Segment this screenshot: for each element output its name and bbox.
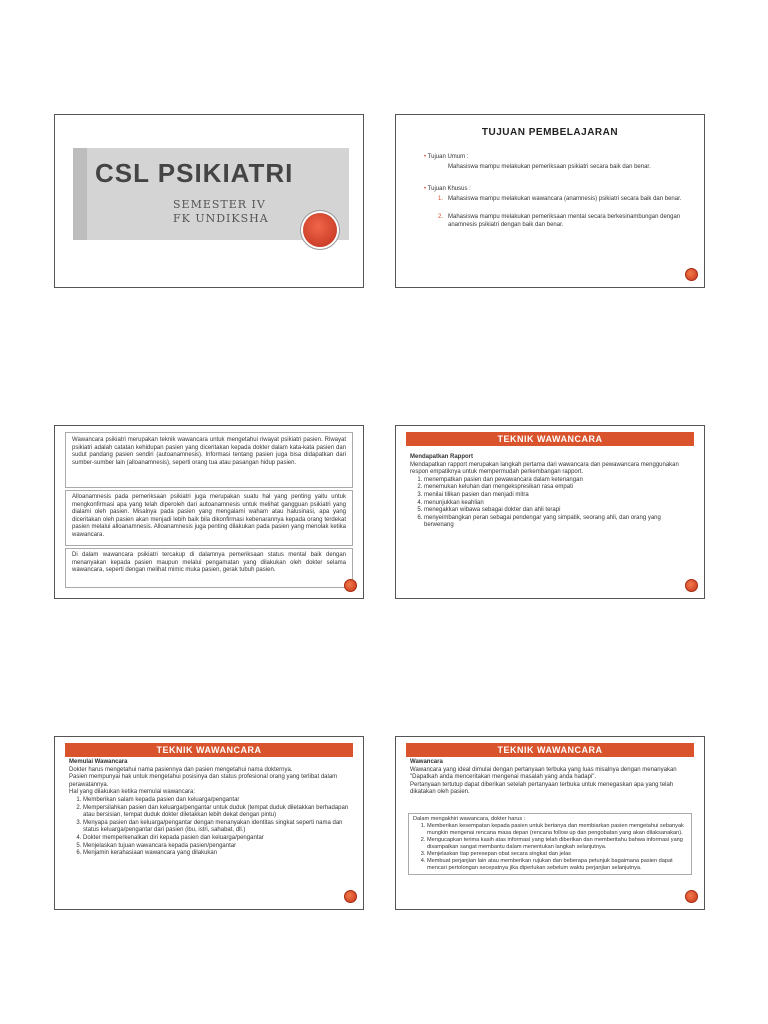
khusus-label: Tujuan Khusus :	[427, 186, 471, 192]
list-item: 1. Memberikan salam kepada pasien dan keluarga/pengantar	[83, 797, 349, 805]
paragraph-box	[65, 432, 353, 488]
decorative-circle-icon	[303, 213, 337, 247]
list-item: 1. Memberikan kesempatan kepada pasien untuk bertanya dan membiarkan pasien mengetahui sebanyak mungkin mengenai rencana masa depan (rencana follow up dan pengobatan yang akan dilaksanakan).	[427, 823, 687, 837]
decorative-dot-icon	[344, 890, 357, 903]
content-line: Dalam mengakhiri wawancara, dokter harus :	[413, 816, 526, 822]
slide-definition	[54, 425, 364, 599]
umum-label-row	[424, 153, 468, 161]
content-heading: Memulai Wawancara	[69, 759, 128, 765]
list-number: 2.	[438, 214, 444, 220]
umum-text: Mahasiswa mampu melakukan pemeriksaan psikiatri secara baik dan benar.	[448, 164, 651, 170]
content-line: Hal yang dilakukan ketika memulai wawancara:	[69, 789, 196, 796]
header-bar: TEKNIK WAWANCARA	[406, 743, 694, 757]
list-item: 2. Mengucapkan terima kasih atas informasi yang telah diberikan dan memberitahu bahwa informasi yang disampaikan sangat membantu dalam menentukan langkah selanjutnya.	[427, 837, 687, 851]
slide-starting-interview	[54, 736, 364, 910]
list-item: 3. menilai tilikan pasien dan menjadi mitra	[424, 492, 690, 500]
slide-heading: TUJUAN PEMBELAJARAN	[481, 127, 619, 138]
decorative-dot-icon	[685, 579, 698, 592]
list	[413, 823, 687, 872]
khusus-label-row	[424, 185, 471, 193]
content-intro: Mendapatkan rapport merupakan langkah pertama dari wawancara dan pewawancara menggunakan respon empatiknya untuk mempermudah perkembangan rapport.	[410, 461, 679, 476]
list-item: 4. Dokter memperkenalkan diri kepada pasien dan keluarga/pengantar	[83, 835, 349, 843]
paragraph: Wawancara psikiatri merupakan teknik wawancara untuk mengetahui riwayat psikiatri pasien. Riwayat psikiatri adalah catatan kehidupan pasien yang diceritakan kepada dokter dalam kata-kata pasien dan sudut pandang pasien sendiri (autoanamnesis). Informasi tentang pasien juga bisa didapatkan dari sumber-sumber lain (alloanamnesis), seperti orang tua atau pasangan hidup pasien.	[72, 437, 346, 466]
paragraph-box	[65, 490, 353, 546]
slide-title-text: CSL PSIKIATRI	[95, 158, 294, 188]
list-item: 1. menempatkan pasien dan pewawancara dalam ketenangan	[424, 477, 690, 485]
paragraph-box	[65, 548, 353, 588]
decorative-dot-icon	[685, 890, 698, 903]
list-item: Mahasiswa mampu melakukan wawancara (anamnesis) psikiatri secara baik dan benar.	[448, 196, 682, 202]
content	[69, 759, 349, 858]
paragraph: Alloanamnesis pada pemeriksaan psikiatri juga merupakan suatu hal yang penting yaitu untuk mengkonfirmasi apa yang telah diperoleh dari autoanamnesis untuk melihat gangguan psikiatri yang dialami oleh pasien. Misalnya pada pasien yang mengalami waham atau halusinasi, apa yang diceritakan oleh pasien akan menjadi lebih baik bila dikonfirmasi kebenarannya kepada orang terdekat pasien melalui alloanamnesis. Alloanamnesis juga penting dilakukan pada pasien yang menolak ketika wawancara.	[72, 494, 346, 538]
decorative-dot-icon	[344, 579, 357, 592]
list-item: 5. Menjelaskan tujuan wawancara kepada pasien/pengantar	[83, 843, 349, 851]
decorative-dot-icon	[685, 268, 698, 281]
header-bar: TEKNIK WAWANCARA	[406, 432, 694, 446]
content	[410, 454, 690, 530]
list-item: Mahasiswa mampu melakukan pemeriksaan mental secara berkesinambungan dengan anamnesis psikiatri dengan baik dan benar.	[448, 214, 681, 228]
slide-title	[54, 114, 364, 288]
subtitle-semester: SEMESTER IV	[173, 198, 266, 211]
list-item: 2. menemukan keluhan dan mengekspresikan rasa empati	[424, 484, 690, 492]
list-item: 6. Menjamin kerahasiaan wawancara yang dilakukan	[83, 850, 349, 858]
umum-label: Tujuan Umum :	[427, 154, 469, 160]
title-band-accent	[73, 148, 87, 240]
paragraph: Di dalam wawancara psikiatri tercakup di dalamnya pemeriksaan status mental baik dengan menanyakan kepada pasien maupun melalui pengamatan yang dilakukan oleh dokter selama wawancara, seperti dengan melihat mimic muka pasien, gerak tubuh pasien.	[72, 552, 346, 574]
subtitle-faculty: FK UNDIKSHA	[173, 212, 269, 225]
list	[410, 477, 690, 530]
content-line: Pasien mempunyai hak untuk mengetahui posisinya dan status profesional orang yang terlibat dalam perawatannya.	[69, 774, 338, 788]
content-line: Dokter harus mengetahui nama pasiennya dan pasien mengetahui nama dokternya.	[69, 766, 293, 773]
content-line: Pertanyaan tertutup dapat diberikan setelah pertanyaan terbuka untuk menegaskan apa yang telah dikatakan oleh pasien.	[410, 781, 674, 796]
content-line: Wawancara yang ideal dimulai dengan pertanyaan terbuka yang luas misalnya dengan menanyakan "Dapatkah anda menceritakan mengenai masalah yang anda hadapi".	[410, 766, 677, 781]
list-item: 3. Menjelaskan tiap peresepan obat secara singkat dan jelas	[427, 851, 687, 858]
slide-objectives	[395, 114, 705, 288]
bullet-icon: •	[424, 154, 428, 160]
list-item: 4. Membuat perjanjian lain atau memberikan rujukan dan beberapa petunjuk bagaimana pasien dapat mencari pertolongan secepatnya jika diperlukan sebelum waktu perjanjian selanjutnya.	[427, 858, 687, 872]
list-item: 6. menyeimbangkan peran sebagai pendengar yang simpatik, seorang ahli, dan orang yang berwenang	[424, 515, 690, 530]
slide-interview	[395, 736, 705, 910]
list-number: 1.	[438, 196, 444, 202]
list-item: 3. Menyapa pasien dan keluarga/pengantar dengan menanyakan identitas singkat seperti nama dan status keluarga/pengantar dari pasien (ibu, istri, sahabat, dll.)	[83, 820, 349, 835]
bullet-icon: •	[424, 186, 428, 192]
slide-rapport	[395, 425, 705, 599]
list-item: 4. menunjukkan keahlian	[424, 500, 690, 508]
header-bar: TEKNIK WAWANCARA	[65, 743, 353, 757]
list-item: 5. menegakkan wibawa sebagai dokter dan ahli terapi	[424, 507, 690, 515]
content	[410, 759, 690, 797]
closing-box	[408, 813, 692, 875]
content-heading: Wawancara	[410, 759, 443, 765]
list	[69, 797, 349, 858]
content-heading: Mendapatkan Rapport	[410, 454, 474, 460]
list-item: 2. Mempersilahkan pasien dan keluarga/pengantar untuk duduk (tempat duduk diletakkan berhadapan atau bersisian, tempat duduk dokter diletakkan lebih dekat dengan pintu)	[83, 805, 349, 820]
